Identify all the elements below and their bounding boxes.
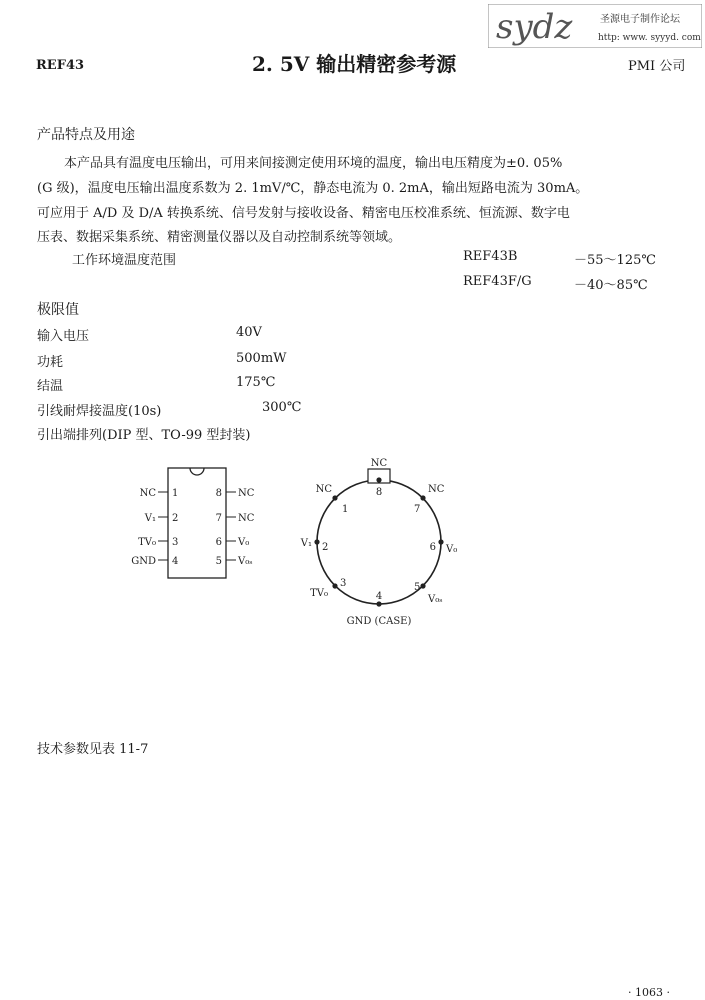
dip-pin-5-num: 5 xyxy=(215,556,222,567)
features-line-1: 本产品具有温度电压输出，可用来间接测定使用环境的温度，输出电压精度为±0. 05% xyxy=(64,156,563,171)
page-title: 2. 5V 输出精密参考源 xyxy=(252,52,457,76)
limit-value-4: 300℃ xyxy=(262,400,302,415)
to99-pin-5-name: V₀ₛ xyxy=(428,594,443,605)
limit-value-1: 40V xyxy=(236,325,262,340)
temp-range-label: 工作环境温度范围 xyxy=(72,253,177,268)
limit-label-3: 结温 xyxy=(37,379,64,394)
to99-pin-6-name: V₀ xyxy=(446,544,458,555)
dip-pin-7-num: 7 xyxy=(215,513,222,524)
dip-pin-1-name: NC xyxy=(139,488,156,499)
dip-diagram xyxy=(120,462,280,582)
dip-pin-8-name: NC xyxy=(238,488,255,499)
temp-range-2: －40～85℃ xyxy=(574,278,648,293)
to99-pin-5-num: 5 xyxy=(414,582,421,593)
dip-pin-3-name: TV₀ xyxy=(138,537,156,548)
to99-pin-8-name: NC xyxy=(370,458,388,469)
part-code: REF43 xyxy=(36,58,85,73)
watermark xyxy=(488,4,702,48)
dip-pin-2-num: 2 xyxy=(172,513,179,524)
limit-value-2: 500mW xyxy=(236,351,287,366)
page-number: · 1063 · xyxy=(628,986,670,999)
temp-model-1: REF43B xyxy=(463,249,518,264)
temp-range-1: －55～125℃ xyxy=(574,253,656,268)
features-line-2: (G 级)，温度电压输出温度系数为 2. 1mV/℃，静态电流为 0. 2mA，输出短路电流为 30mA。 xyxy=(37,181,589,196)
limits-heading: 极限值 xyxy=(37,302,79,318)
to99-pin-3-num: 3 xyxy=(340,578,347,589)
dip-pin-4-num: 4 xyxy=(172,556,179,567)
dip-pin-6-num: 6 xyxy=(215,537,222,548)
limit-value-3: 175℃ xyxy=(236,375,276,390)
to99-pin-7-name: NC xyxy=(428,484,445,495)
watermark-logo-text: sydz xyxy=(496,7,573,47)
to99-pin-1-name: NC xyxy=(315,484,332,495)
to99-pin-8-num: 8 xyxy=(375,487,383,498)
dip-pin-5-name: V₀ₛ xyxy=(238,556,253,567)
features-line-3: 可应用于 A/D 及 D/A 转换系统、信号发射与接收设备、精密电压校准系统、恒流源、数字电 xyxy=(37,206,570,221)
features-heading: 产品特点及用途 xyxy=(37,127,135,143)
to99-pin-2-name: V₁ xyxy=(300,538,312,549)
to99-pin-3-name: TV₀ xyxy=(310,588,328,599)
to99-diagram xyxy=(290,452,480,632)
dip-pin-6-name: V₀ xyxy=(238,537,250,548)
limit-label-1: 输入电压 xyxy=(37,329,90,344)
watermark-url: http: www. syyyd. com xyxy=(598,33,701,43)
dip-pin-4-name: GND xyxy=(131,556,156,567)
to99-pin-7-num: 7 xyxy=(414,504,421,515)
dip-pin-3-num: 3 xyxy=(172,537,179,548)
to99-pin-6-num: 6 xyxy=(429,542,436,553)
limit-label-2: 功耗 xyxy=(37,355,64,370)
temp-model-2: REF43F/G xyxy=(463,274,532,289)
watermark-logo xyxy=(488,4,702,48)
features-line-4: 压表、数据采集系统、精密测量仪器以及自动控制系统等领域。 xyxy=(37,230,402,245)
watermark-forum-name: 圣源电子制作论坛 xyxy=(600,14,680,25)
dip-pin-1-num: 1 xyxy=(172,488,179,499)
pinout-heading: 引出端排列(DIP 型、TO-99 型封装) xyxy=(37,428,251,443)
to99-pin-1-num: 1 xyxy=(342,504,349,515)
dip-notch xyxy=(190,468,204,475)
table-reference: 技术参数见表 11-7 xyxy=(37,742,149,757)
dip-pin-2-name: V₁ xyxy=(144,513,156,524)
company-name: PMI 公司 xyxy=(628,59,686,74)
limit-label-4: 引线耐焊接温度(10s) xyxy=(37,404,162,419)
to99-pin-4-name: GND (CASE) xyxy=(346,616,412,627)
to99-pin-2-num: 2 xyxy=(322,542,329,553)
dip-pin-7-name: NC xyxy=(238,513,255,524)
to99-pin-4-num: 4 xyxy=(375,591,383,602)
dip-pin-8-num: 8 xyxy=(215,488,222,499)
